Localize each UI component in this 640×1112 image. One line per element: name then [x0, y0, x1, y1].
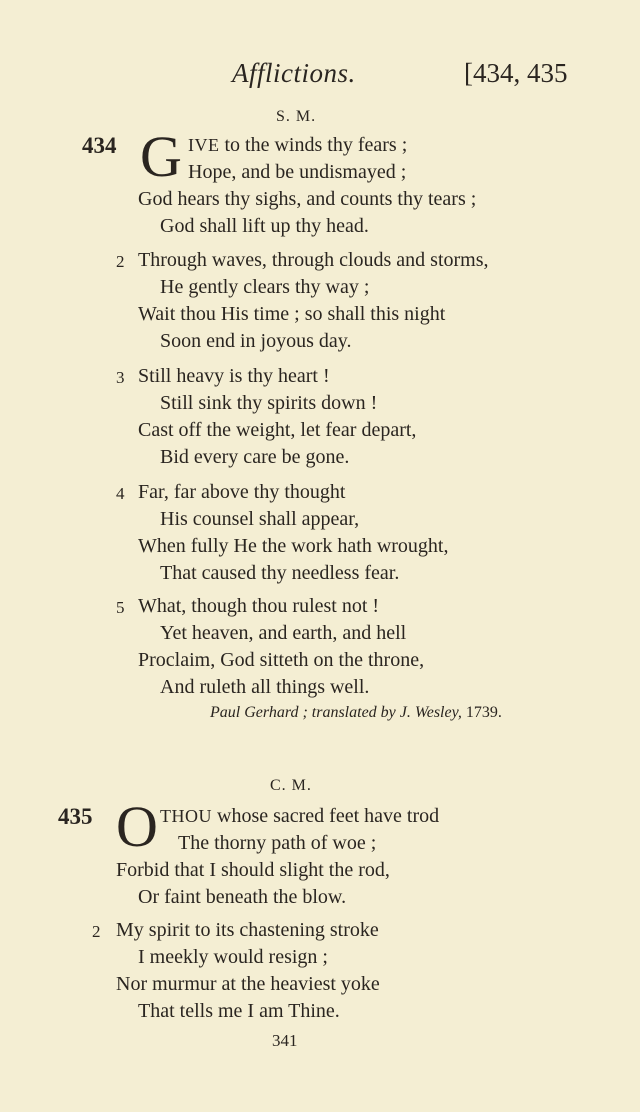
hymn-434-meter: S. M. [276, 108, 317, 125]
verse-line: God shall lift up thy head. [160, 215, 369, 237]
attribution-year: 1739. [465, 704, 502, 721]
first-line-rest: whose sacred feet have trod [212, 805, 440, 827]
hymn-434-attribution [210, 704, 502, 722]
verse-line: Cast off the weight, let fear depart, [138, 419, 417, 441]
verse-line: He gently clears thy way ; [160, 276, 370, 298]
verse-number: 4 [116, 484, 125, 503]
first-word-caps: IVE [188, 135, 220, 155]
hymn-435-meter: C. M. [270, 777, 312, 794]
verse-line: I meekly would resign ; [138, 946, 328, 968]
verse-line: Far, far above thy thought [138, 481, 346, 503]
attribution-text: Paul Gerhard ; translated by J. Wesley, [210, 704, 462, 721]
hymn-range: [434, 435 [464, 58, 568, 88]
verse-line: What, though thou rulest not ! [138, 595, 380, 617]
hymn-434-number: 434 [82, 133, 117, 158]
running-title: Afflictions. [232, 58, 356, 88]
verse-line: When fully He the work hath wrought, [138, 535, 449, 557]
verse-line: Soon end in joyous day. [160, 330, 352, 352]
verse-line: Bid every care be gone. [160, 446, 350, 468]
verse-line: That caused thy needless fear. [160, 562, 400, 584]
verse-line: Still heavy is thy heart ! [138, 365, 330, 387]
page-number: 341 [272, 1031, 298, 1050]
first-word-caps: THOU [160, 806, 212, 826]
verse-line: Forbid that I should slight the rod, [116, 859, 390, 881]
hymn-435-first-line [160, 805, 439, 828]
hymn-435-number: 435 [58, 804, 93, 829]
verse-line: That tells me I am Thine. [138, 1000, 340, 1022]
verse-line: His counsel shall appear, [160, 508, 360, 530]
hymn-434-first-line [188, 134, 407, 157]
verse-line: Nor murmur at the heaviest yoke [116, 973, 380, 995]
verse-number: 5 [116, 598, 125, 617]
verse-number: 2 [116, 252, 125, 271]
verse-line: Still sink thy spirits down ! [160, 392, 378, 414]
verse-line: Wait thou His time ; so shall this night [138, 303, 446, 325]
verse-line: Proclaim, God sitteth on the throne, [138, 649, 425, 671]
first-line-rest: to the winds thy fears ; [219, 134, 408, 156]
verse-number: 3 [116, 368, 125, 387]
verse-line: Hope, and be undismayed ; [188, 161, 407, 183]
hymn-434-dropcap: G [140, 124, 182, 189]
verse-number: 2 [92, 922, 101, 941]
verse-line: My spirit to its chastening stroke [116, 919, 379, 941]
verse-line: The thorny path of woe ; [178, 832, 377, 854]
verse-line: Through waves, through clouds and storms, [138, 249, 489, 271]
verse-line: Yet heaven, and earth, and hell [160, 622, 407, 644]
verse-line: And ruleth all things well. [160, 676, 370, 698]
verse-line: Or faint beneath the blow. [138, 886, 347, 908]
hymn-435-dropcap: O [116, 794, 158, 859]
verse-line: God hears thy sighs, and counts thy tears ; [138, 188, 477, 210]
